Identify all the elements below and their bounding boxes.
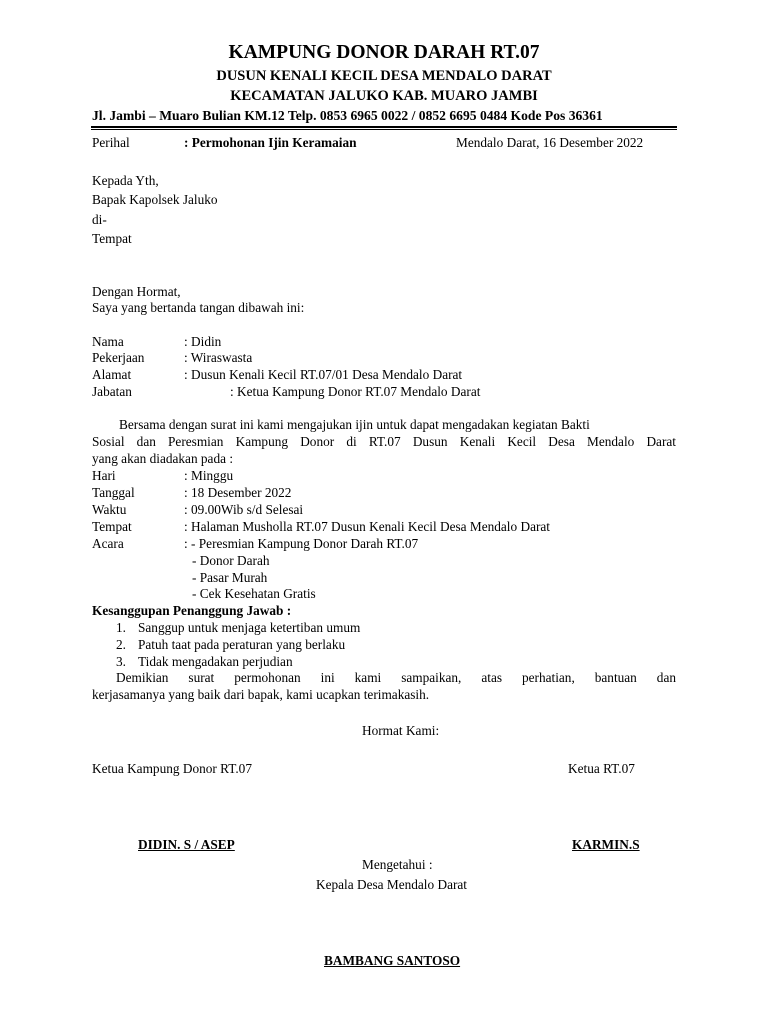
item-number: 3. xyxy=(116,654,126,669)
salutation: Dengan Hormat, xyxy=(92,284,181,299)
header-rule-thick xyxy=(91,126,677,128)
event-label: Acara xyxy=(92,536,124,551)
place-date: Mendalo Darat, 16 Desember 2022 xyxy=(456,135,644,150)
letterhead-district: KECAMATAN JALUKO KAB. MUARO JAMBI xyxy=(230,88,538,104)
acara-item: - Cek Kesehatan Gratis xyxy=(192,586,316,601)
identity-label: Jabatan xyxy=(92,384,132,399)
event-label: Hari xyxy=(92,468,116,483)
responsibility-item xyxy=(116,620,360,636)
right-signatory-name: KARMIN.S xyxy=(572,837,640,852)
right-signatory-role: Ketua RT.07 xyxy=(568,761,635,776)
left-signatory-name: DIDIN. S / ASEP xyxy=(138,837,235,852)
event-label: Tempat xyxy=(92,519,132,534)
intro-line: Saya yang bertanda tangan dibawah ini: xyxy=(92,300,305,315)
letterhead-village: DUSUN KENALI KECIL DESA MENDALO DARAT xyxy=(216,68,552,84)
village-head-name: BAMBANG SANTOSO xyxy=(324,953,461,968)
identity-label: Pekerjaan xyxy=(92,350,145,365)
identity-label: Alamat xyxy=(92,367,132,382)
identity-value: : Ketua Kampung Donor RT.07 Mendalo Darat xyxy=(230,384,481,399)
event-value: : 09.00Wib s/d Selesai xyxy=(184,502,304,517)
perihal-label: Perihal xyxy=(92,135,130,150)
event-label: Waktu xyxy=(92,502,127,517)
body-line: Sosial dan Peresmian Kampung Donor di RT.07 Dusun Kenali Kecil Desa Mendalo Darat xyxy=(92,434,676,449)
identity-value: : Wiraswasta xyxy=(184,350,253,365)
responsibility-item xyxy=(116,637,345,653)
event-value: : - Peresmian Kampung Donor Darah RT.07 xyxy=(184,536,419,551)
item-text: Sanggup untuk menjaga ketertiban umum xyxy=(138,620,361,635)
acknowledge-label: Mengetahui : xyxy=(362,857,433,872)
identity-label: Nama xyxy=(92,334,124,349)
recipient-line: di- xyxy=(92,212,107,227)
village-head-title: Kepala Desa Mendalo Darat xyxy=(316,877,467,892)
item-number: 1. xyxy=(116,620,126,635)
perihal-value: : Permohonan Ijin Keramaian xyxy=(184,135,357,150)
letterhead-title: KAMPUNG DONOR DARAH RT.07 xyxy=(228,42,540,63)
body-line: yang akan diadakan pada : xyxy=(92,451,234,466)
responsibility-heading: Kesanggupan Penanggung Jawab : xyxy=(92,603,292,618)
closing-line: kerjasamanya yang baik dari bapak, kami ucapkan terimakasih. xyxy=(92,687,430,702)
body-line: Bersama dengan surat ini kami mengajukan ijin untuk dapat mengadakan kegiatan Bakti xyxy=(119,417,590,432)
item-text: Patuh taat pada peraturan yang berlaku xyxy=(138,637,346,652)
header-rule-thin xyxy=(91,129,677,130)
left-signatory-role: Ketua Kampung Donor RT.07 xyxy=(92,761,252,776)
recipient-line: Kepada Yth, xyxy=(92,173,159,188)
acara-item: - Donor Darah xyxy=(192,553,270,568)
recipient-line: Bapak Kapolsek Jaluko xyxy=(92,192,218,207)
letterhead-address: Jl. Jambi – Muaro Bulian KM.12 Telp. 0853 6965 0022 / 0852 6695 0484 Kode Pos 36361 xyxy=(92,108,603,123)
event-value: : 18 Desember 2022 xyxy=(184,485,292,500)
item-number: 2. xyxy=(116,637,126,652)
event-value: : Halaman Musholla RT.07 Dusun Kenali Kecil Desa Mendalo Darat xyxy=(184,519,551,534)
identity-value: : Didin xyxy=(184,334,222,349)
regards: Hormat Kami: xyxy=(362,723,440,738)
item-text: Tidak mengadakan perjudian xyxy=(138,654,293,669)
identity-value: : Dusun Kenali Kecil RT.07/01 Desa Mendalo Darat xyxy=(184,367,463,382)
acara-item: - Pasar Murah xyxy=(192,570,268,585)
responsibility-item xyxy=(116,654,293,670)
event-value: : Minggu xyxy=(184,468,234,483)
recipient-line: Tempat xyxy=(92,231,132,246)
event-label: Tanggal xyxy=(92,485,135,500)
closing-line: Demikian surat permohonan ini kami sampaikan, atas perhatian, bantuan dan xyxy=(116,670,676,685)
